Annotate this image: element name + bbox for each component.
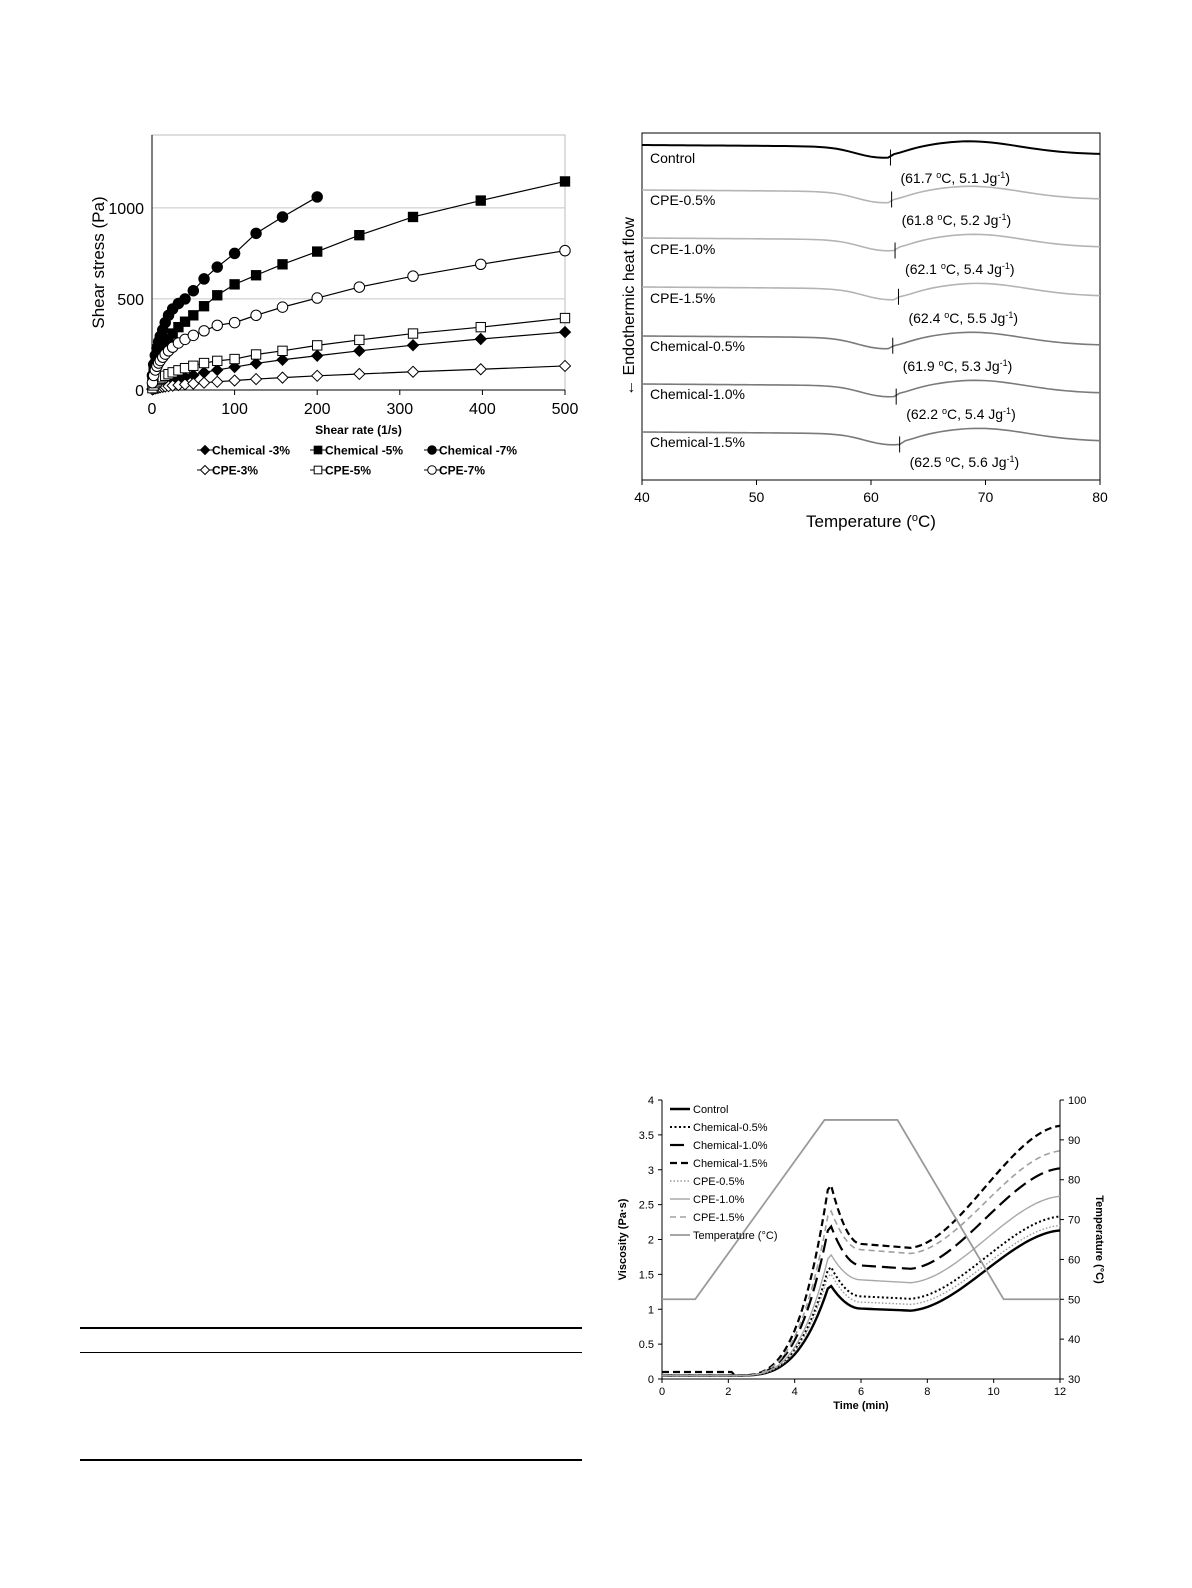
shear-chart <box>0 0 590 500</box>
data-point <box>476 196 485 205</box>
data-point <box>277 302 287 312</box>
data-point <box>199 274 209 284</box>
y-tick-label: 0.5 <box>638 1339 654 1352</box>
thermogram-6 <box>642 428 1100 470</box>
x-tick-label: 0 <box>147 401 157 418</box>
legend-marker <box>428 466 437 475</box>
data-point <box>212 262 222 272</box>
data-point <box>560 313 569 322</box>
data-point <box>189 311 198 320</box>
thermogram-2 <box>642 234 1100 277</box>
y-tick-label: 0 <box>135 383 144 400</box>
legend-label: Chemical -5% <box>325 443 404 458</box>
peak-annotation: (61.8 $^o$C, 5.2 $Jg^{-1}$) <box>901 212 1012 228</box>
x-tick-label: 12 <box>1053 1386 1067 1398</box>
y-axis-title: Viscosity (Pa·s) <box>617 1198 629 1281</box>
rva-chart <box>600 1080 1120 1430</box>
x-tick-label: 70 <box>977 489 994 505</box>
x-axis-title: Temperature ($^o$C) <box>806 512 936 531</box>
data-point <box>278 346 287 355</box>
thermogram-label: Chemical-0.5% <box>650 338 745 354</box>
y-tick-label: 2 <box>647 1234 654 1247</box>
data-point <box>354 368 365 379</box>
table-top-rule <box>80 1327 582 1329</box>
y-tick-label: 2.5 <box>638 1199 654 1212</box>
x-tick-label: 200 <box>303 401 331 418</box>
data-point <box>251 271 260 280</box>
legend-label: Temperature (°C) <box>693 1230 778 1242</box>
table-bottom-rule <box>80 1459 582 1461</box>
data-point <box>354 282 364 292</box>
thermogram-label: CPE-1.0% <box>650 241 716 257</box>
x-tick-label: 50 <box>748 489 765 505</box>
data-point <box>313 341 322 350</box>
y-tick-label: 1000 <box>108 200 144 218</box>
peak-annotation: (61.7 $^o$C, 5.1 $Jg^{-1}$) <box>900 170 1011 186</box>
y2-tick-label: 80 <box>1068 1174 1081 1187</box>
x-axis-title: Time (min) <box>833 1400 889 1412</box>
data-point <box>229 248 239 258</box>
y-tick-label: 1 <box>647 1304 654 1317</box>
data-point <box>475 364 486 375</box>
peak-annotation: (61.9 $^o$C, 5.3 $Jg^{-1}$) <box>902 358 1013 374</box>
thermogram-1 <box>642 186 1100 228</box>
data-point <box>354 345 365 356</box>
data-point <box>408 340 419 351</box>
y2-tick-label: 100 <box>1068 1095 1087 1107</box>
legend-label: CPE-5% <box>325 463 372 478</box>
data-point <box>312 350 323 361</box>
legend-marker <box>314 446 322 454</box>
x-axis-title: Shear rate (1/s) <box>315 423 402 437</box>
legend-label: CPE-3% <box>212 463 259 478</box>
data-point <box>212 364 223 375</box>
legend-label: Chemical-0.5% <box>693 1122 768 1134</box>
data-point <box>212 320 222 330</box>
legend-marker <box>201 466 210 475</box>
legend <box>197 444 517 478</box>
data-point <box>230 280 239 289</box>
data-point <box>277 212 287 222</box>
data-point <box>251 310 261 320</box>
plot-frame <box>642 133 1100 480</box>
data-point <box>212 376 223 387</box>
legend-label: Control <box>693 1104 729 1116</box>
thermogram-3 <box>642 283 1100 326</box>
data-point <box>355 335 364 344</box>
thermogram-5 <box>642 380 1100 422</box>
legend-marker <box>428 446 437 455</box>
legend-label: CPE-1.5% <box>693 1212 745 1224</box>
y-tick-label: 500 <box>117 291 144 309</box>
x-tick-label: 6 <box>857 1386 865 1398</box>
x-tick-label: 500 <box>551 401 579 418</box>
data-point <box>251 350 260 359</box>
legend-marker <box>314 466 322 474</box>
thermogram-label: Chemical-1.0% <box>650 386 745 402</box>
data-point <box>229 317 239 327</box>
data-point <box>312 192 322 202</box>
data-point <box>189 361 198 370</box>
x-tick-label: 100 <box>221 401 248 418</box>
data-point <box>199 367 210 378</box>
data-point <box>408 366 419 377</box>
x-tick-label: 2 <box>725 1386 732 1398</box>
series-line-4 <box>662 1226 1060 1376</box>
x-tick-label: 400 <box>469 401 496 418</box>
peak-annotation: (62.4 $^o$C, 5.5 $Jg^{-1}$) <box>908 310 1019 326</box>
y2-tick-label: 90 <box>1068 1134 1081 1147</box>
legend-label: Chemical-1.0% <box>693 1140 768 1152</box>
series-line-0 <box>662 1230 1060 1375</box>
data-point <box>251 228 261 238</box>
legend-label: CPE-1.0% <box>693 1194 745 1206</box>
data-point <box>199 377 210 388</box>
dsc-chart <box>590 0 1192 540</box>
y2-tick-label: 50 <box>1068 1294 1081 1307</box>
legend <box>670 1104 777 1242</box>
legend-label: Chemical -3% <box>212 443 291 458</box>
x-tick-label: 10 <box>987 1386 1000 1398</box>
data-point <box>188 378 199 389</box>
series-5 <box>147 245 570 388</box>
data-point <box>560 360 571 371</box>
x-tick-label: 60 <box>863 489 879 505</box>
data-point <box>199 326 209 336</box>
thermogram-4 <box>642 332 1100 374</box>
data-point <box>476 322 485 331</box>
legend-label: CPE-7% <box>439 463 486 478</box>
y-tick-label: 1.5 <box>638 1269 654 1282</box>
x-tick-label: 40 <box>634 489 650 505</box>
y-axis-title: Shear stress (Pa) <box>89 196 108 329</box>
data-point <box>355 231 364 240</box>
y-tick-label: 3.5 <box>638 1129 654 1142</box>
data-point <box>408 212 417 221</box>
data-point <box>277 372 288 383</box>
y2-tick-label: 40 <box>1068 1334 1081 1347</box>
data-point <box>312 370 323 381</box>
y-tick-label: 0 <box>647 1374 654 1386</box>
data-point <box>476 259 486 269</box>
data-point <box>180 294 190 304</box>
thermogram-label: Control <box>650 150 696 166</box>
y-tick-label: 4 <box>647 1095 654 1107</box>
y-axis-title: ← Endothermic heat flow <box>621 217 638 396</box>
data-point <box>475 334 486 345</box>
thermogram-label: CPE-0.5% <box>650 192 716 208</box>
data-point <box>213 291 222 300</box>
data-point <box>560 327 571 338</box>
data-point <box>408 271 418 281</box>
legend-label: Chemical -7% <box>439 443 518 458</box>
data-point <box>188 286 198 296</box>
y2-axis-title: Temperature (°C) <box>1093 1195 1105 1284</box>
data-point <box>251 374 262 385</box>
thermogram-line <box>642 141 1100 157</box>
thermogram-label: Chemical-1.5% <box>650 434 745 450</box>
x-tick-label: 0 <box>658 1386 666 1398</box>
thermogram-label: CPE-1.5% <box>650 290 716 306</box>
data-point <box>199 302 208 311</box>
data-point <box>230 354 239 363</box>
peak-annotation: (62.5 $^o$C, 5.6 $Jg^{-1}$) <box>909 454 1020 470</box>
data-point <box>560 177 569 186</box>
data-point <box>408 329 417 338</box>
table-header-rule <box>80 1352 582 1353</box>
data-point <box>313 247 322 256</box>
legend-label: Chemical-1.5% <box>693 1158 768 1170</box>
data-point <box>188 330 198 340</box>
y2-tick-label: 30 <box>1068 1374 1081 1386</box>
legend-marker <box>201 446 210 455</box>
data-point <box>213 356 222 365</box>
y2-tick-label: 70 <box>1068 1214 1081 1227</box>
x-tick-label: 4 <box>791 1386 798 1398</box>
peak-annotation: (62.1 $^o$C, 5.4 $Jg^{-1}$) <box>905 261 1015 277</box>
x-tick-label: 300 <box>386 401 414 418</box>
data-point <box>312 293 322 303</box>
x-tick-label: 8 <box>924 1386 931 1398</box>
peak-annotation: (62.2 $^o$C, 5.4 $Jg^{-1}$) <box>906 406 1016 422</box>
thermogram-0 <box>642 141 1100 186</box>
x-tick-label: 80 <box>1092 489 1108 505</box>
data-point <box>278 260 287 269</box>
data-point <box>229 375 240 386</box>
data-point <box>560 245 570 255</box>
legend-label: CPE-0.5% <box>693 1176 745 1188</box>
y-tick-label: 3 <box>647 1164 654 1177</box>
data-point <box>199 358 208 367</box>
y2-tick-label: 60 <box>1068 1254 1081 1267</box>
